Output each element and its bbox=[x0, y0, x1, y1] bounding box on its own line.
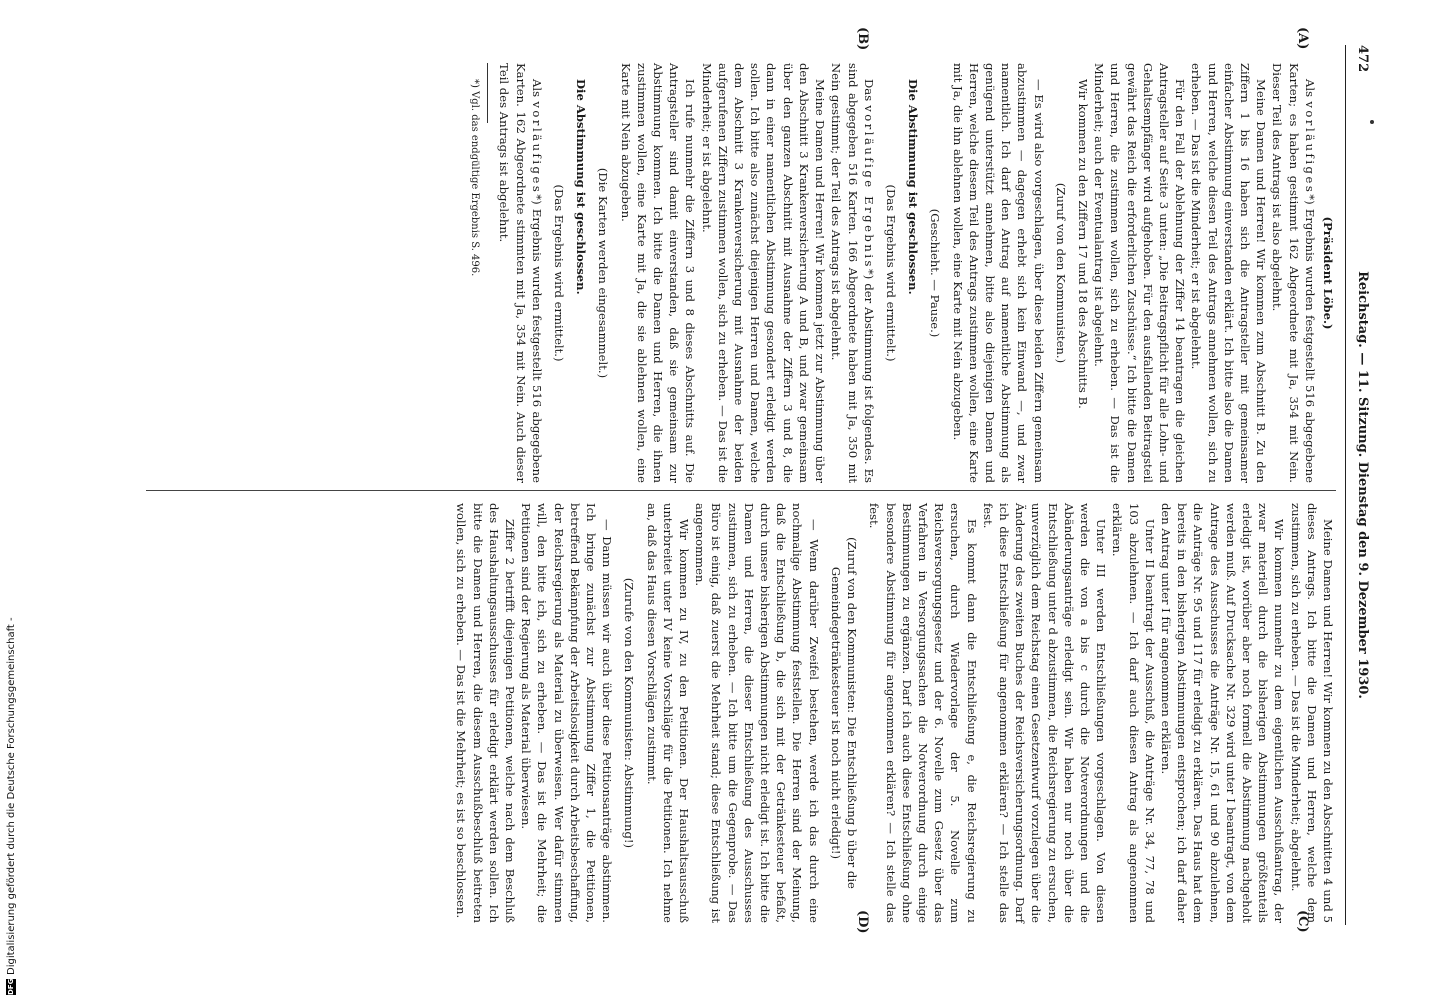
interjection: (Die Karten werden eingesammelt.) bbox=[596, 167, 611, 379]
paragraph: Ich rufe nunmehr die Ziffern 3 und 8 dieses Abschnitts auf. Die Antragsteller sind damit einverstanden, daß sie gemeinsam zur Abstimmung kommen. Ich bitte die Damen und Herren, die ihnen zustimmen wollen, eine Karte mit Ja, die sie ablehnen wollen, eine Karte mit Nein abzugeben. bbox=[618, 63, 698, 483]
spaced-text: vorläufige Ergebnis bbox=[861, 105, 876, 269]
paragraph: — Dann müssen wir auch über diese Petitionsanträge abstimmen. Ich bringe zunächst zur Abstimmung Ziffer 1, die Petitionen, betreffend Bekämpfung der Arbeitslosigkeit durch Arbeitsbeschaffung, der Reichsregierung als Material zu überweisen. Wer dafür stimmen will, den bitte ich, sich zu erheben. — Das ist die Mehrheit; die Petitionen sind der Regierung als Material überwiesen. bbox=[519, 503, 615, 923]
interjection: (Zurufe von den Kommunisten: Abstimmung!) bbox=[622, 577, 637, 849]
dfg-logo-icon: DFG bbox=[7, 978, 15, 995]
text-run: Als bbox=[529, 79, 544, 98]
margin-mark-a: (A) bbox=[1295, 27, 1310, 50]
header-rule bbox=[1345, 45, 1346, 925]
digitization-credit bbox=[4, 0, 20, 995]
text-run: *) Ergebnis wurden festgestellt 516 abgegebene Karten. 162 Abgeordnete stimmten mit Ja, 354 mit Nein. Auch dieser Teil des Antrags ist abgelehnt. bbox=[497, 63, 544, 483]
text-run: Das bbox=[861, 79, 876, 102]
paragraph: Für den Fall der Ablehnung der Ziffer 14 beantragen die gleichen Antragsteller auf Seite 3 unten: „Die Beitragspflicht für alle Lohn- und Gehaltsempfänger wird aufgehoben. Für den ausfallenden Beitragsteil gewährt das Reich die erforderlichen Zuschüsse.“ Ich bitte die Damen und Herren, die zustimmen wollen, sich zu erheben. — Das ist die Minderheit; auch der Eventualantrag ist abgelehnt. bbox=[1092, 63, 1188, 483]
margin-mark-c: (C) bbox=[1295, 910, 1310, 933]
interjection: (Zuruf von den Kommunisten.) bbox=[1053, 182, 1068, 364]
right-column bbox=[136, 503, 1336, 923]
footnote-rule bbox=[487, 63, 488, 123]
paragraph: Meine Damen und Herren! Wir kommen jetzt zur Abstimmung über den Abschnitt 3 Krankenversicherung A und B, und zwar gemeinsam über den ganzen Abschnitt mit Ausnahme der Ziffern 3 und 8, die dann in einer namentlichen Abstimmung gesondert erledigt werden sollen. Ich bitte also zunächst diejenigen Herren und Damen, welche dem Abschnitt 3 Krankenversicherung mit Ausnahme der beiden aufgerufenen Ziffern zustimmen wollen, sich zu erheben. — Das ist die Minderheit; er ist abgelehnt. bbox=[699, 63, 828, 483]
page-number: 472 bbox=[1355, 45, 1370, 73]
paragraph: Wir kommen zu den Ziffern 17 und 18 des Abschnitts B. bbox=[1075, 79, 1090, 409]
paragraph bbox=[496, 63, 545, 483]
interjection: (Geschieht. — Pause.) bbox=[928, 208, 943, 338]
margin-mark-b: (B) bbox=[855, 27, 870, 51]
interjection: (Zuruf von den Kommunisten: Die Entschließung b über die Gemeindegetränkesteuer ist noch nicht erledigt!) bbox=[828, 537, 860, 889]
paragraph: Meine Damen und Herren! Wir kommen zum Abschnitt B. Zu den Ziffern 1 bis 16 haben sich die Antragsteller mit gemeinsamer einfacher Abstimmung einverstanden erklärt. Ich bitte also die Damen und Herren, welche diesen Teil des Antrags annehmen wollen, sich zu erheben. — Das ist die Minderheit; er ist abgelehnt. bbox=[1189, 63, 1269, 483]
paragraph: Unter III werden Entschließungen vorgeschlagen. Von diesen werden die von a bis c durch die Notverordnungen und die Abänderungsanträge erledigt sein. Wir haben nur noch über die Entschließung unter d abzustimmen, die Reichsregierung zu ersuchen, unverzüglich dem Reichstag einen Gesetzentwurf vorzulegen über die Änderung des zweiten Buches der Reichsversicherungsordnung. Darf ich diese Entschließung für angenommen erklären? — Ich stelle das fest. bbox=[980, 503, 1109, 923]
paragraph: Wir kommen nunmehr zu dem eigentlichen Ausschußantrag, der zwar materiell durch die bisherigen Abstimmungen größtenteils erledigt ist, worüber aber noch formell die Abstimmung nachgeholt werden muß. Auf Drucksache Nr. 329 wird unter I beantragt, von dem Antrage des Ausschusses die Anträge Nr. 15, 61 und 90 abzulehnen, die Anträge Nr. 95 und 117 für erledigt zu erklären. Das Haus hat dem bereits in den bisherigen Abstimmungen entsprochen; ich darf daher den Antrag unter I für angenommen erklären. bbox=[1158, 503, 1287, 923]
paragraph: Die Abstimmung ist geschlossen. bbox=[906, 79, 921, 295]
text-run: *) der Abstimmung ist folgendes. Es sind abgegeben 516 Karten. 166 Abgeordnete haben mit Ja, 350 mit Nein gestimmt; der Teil des Antrags ist abgelehnt. bbox=[829, 63, 876, 484]
credit-text: Digitalisierung gefördert durch die Deutsche Forschungsgemeinschaft - bbox=[6, 617, 17, 975]
paragraph: Meine Damen und Herren! Wir kommen zu den Abschnitten 4 und 5 dieses Antrags. Ich bitte die Damen und Herren, welche dem zustimmen, sich zu erheben. — Das ist die Minderheit; abgelehnt. bbox=[1288, 503, 1335, 923]
paragraph: Unter II beantragt der Ausschuß, die Anträge Nr. 34, 77, 78 und 103 abzulehnen. — Ich darf auch diesen Antrag als angenommen erklären. bbox=[1110, 503, 1157, 923]
print-dot bbox=[1370, 120, 1374, 124]
footnote: *) Vgl. das endgültige Ergebnis S. 496. bbox=[469, 79, 481, 277]
text-run: *) Ergebnis wurden festgestellt 516 abgegebene Karten; es haben gestimmt 162 Abgeordnete mit Ja, 354 mit Nein. Dieser Teil des Antrags ist also abgelehnt. bbox=[1270, 63, 1317, 483]
interjection: (Das Ergebnis wird ermittelt.) bbox=[883, 184, 898, 362]
interjection: (Das Ergebnis wird ermittelt.) bbox=[552, 184, 567, 362]
paragraph bbox=[828, 63, 877, 483]
rotated-page bbox=[125, 27, 1370, 934]
paragraph bbox=[1269, 63, 1318, 483]
spaced-text: vorläufiges bbox=[529, 101, 544, 195]
paragraph: Es kommt dann die Entschließung e, die Reichsregierung zu ersuchen, durch Wiedervorlage der 5. Novelle zum Reichsversorgungsgesetz und der 6. Novelle zum Gesetz über das Verfahren in Versorgungssachen die Notverordnung durch einige Bestimmungen zu ergänzen. Darf ich auch diese Entschließung ohne besondere Abstimmung für angenommen erklären? — Ich stelle das fest. bbox=[867, 503, 979, 923]
margin-mark-d: (D) bbox=[855, 910, 870, 934]
page-title: Reichstag. — 11. Sitzung. Dienstag den 9. Dezember 1930. bbox=[1355, 271, 1370, 699]
spaced-text: vorläufiges bbox=[1302, 101, 1317, 195]
paragraph: — Wenn darüber Zweifel bestehen, werde ich das durch eine nochmalige Abstimmung feststellen. Die Herren sind der Meinung, daß die Entschließung b, die sich mit der Getränkesteuer befaßt, durch unsere bisherigen Abstimmungen nicht erledigt ist. Ich bitte die Damen und Herren, die dieser Entschließung des Ausschusses zustimmen, sich zu erheben. — Ich bitte um die Gegenprobe. — Das Büro ist einig, daß zuerst die Mehrheit stand; diese Entschließung ist angenommen. bbox=[693, 503, 821, 923]
paragraph: Ziffer 2 betrifft diejenigen Petitionen, welche nach dem Beschluß des Haushaltungsausschusses für erledigt erklärt werden sollen. Ich bitte die Damen und Herren, die diesem Ausschußbeschluß beitreten wollen, sich zu erheben. — Das ist die Mehrheit; es ist so beschlossen. bbox=[454, 503, 518, 923]
running-head bbox=[1348, 45, 1370, 925]
speaker-label: (Präsident Löbe.) bbox=[1321, 216, 1335, 330]
column-divider bbox=[146, 490, 1336, 491]
paragraph: Die Abstimmung ist geschlossen. bbox=[574, 79, 589, 295]
paragraph: — Es wird also vorgeschlagen, über diese beiden Ziffern gemeinsam abzustimmen — dagegen erhebt sich kein Einwand —, und zwar namentlich. Ich darf den Antrag auf namentliche Abstimmung als genügend unterstützt annehmen, bitte also diejenigen Damen und Herren, welche diesem Teil des Antrags zustimmen wollen, eine Karte mit Ja, die ihn ablehnen wollen, eine Karte mit Nein abzugeben. bbox=[950, 63, 1046, 483]
text-run: Als bbox=[1302, 79, 1317, 98]
paragraph: Wir kommen zu IV, zu den Petitionen. Der Haushaltsausschuß unterbreitet unter IV keine Vorschläge für die Petitionen. Ich nehme an, daß das Haus diesen Vorschlägen zustimmt. bbox=[644, 503, 692, 923]
left-column bbox=[136, 63, 1336, 483]
